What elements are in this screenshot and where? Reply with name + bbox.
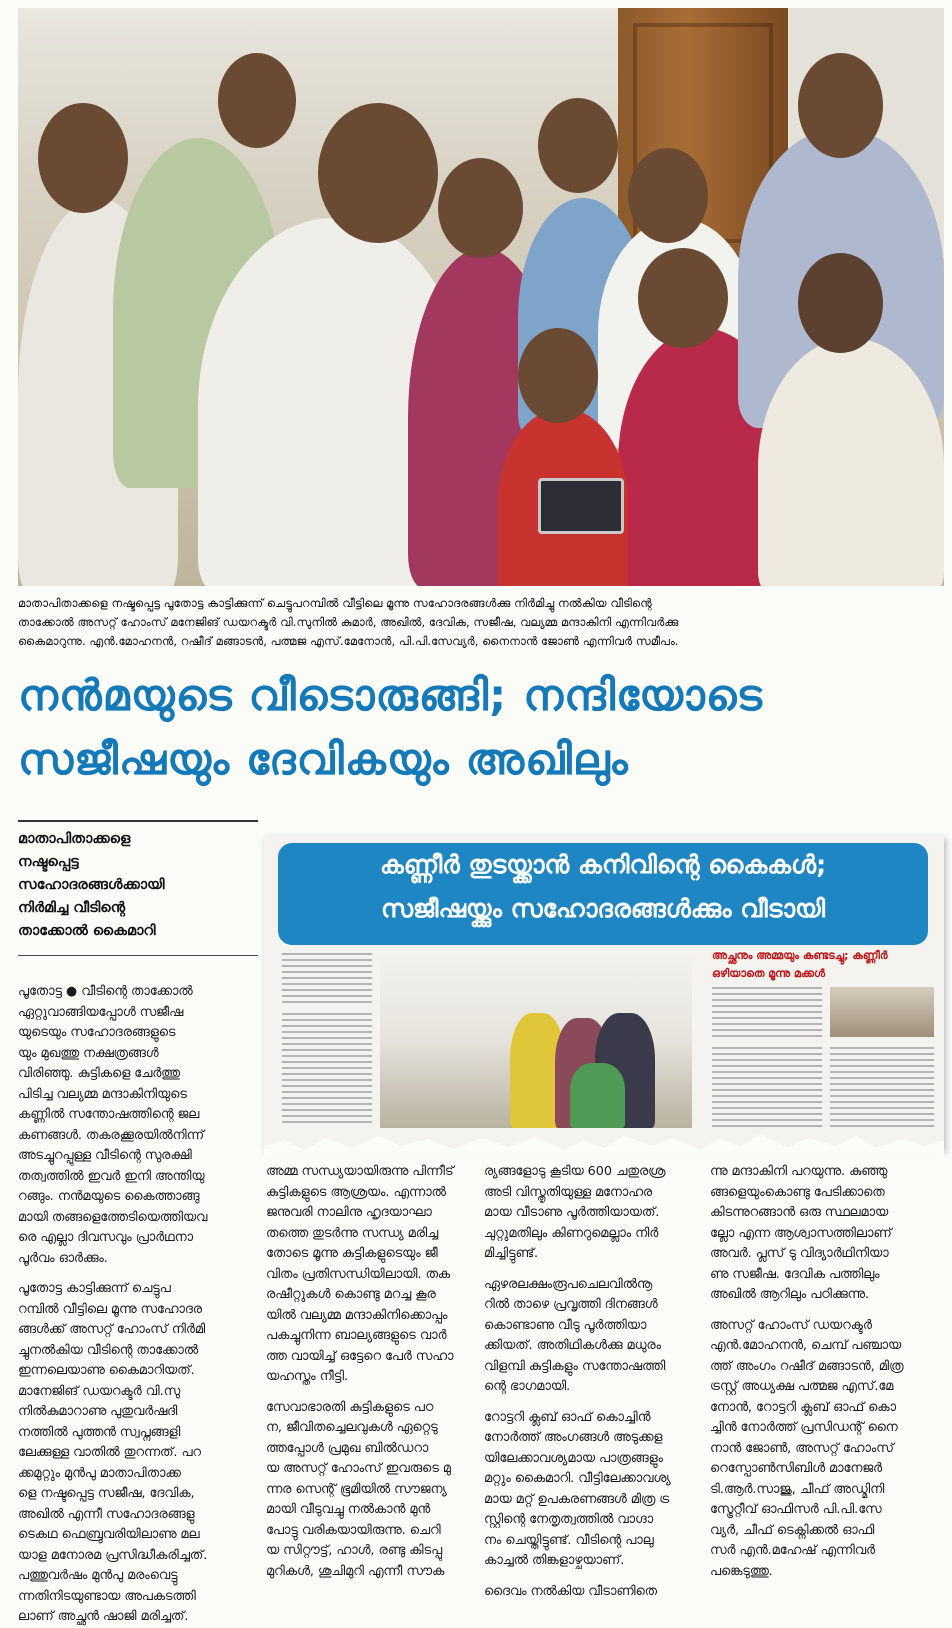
body-line: ജനുവരി നാലിനു ഹൃദയാഘാ <box>266 1205 432 1220</box>
column-2 <box>266 1162 478 1582</box>
body-line: യാള മനോരമ പ്രസിദ്ധീകരിച്ചത്. <box>18 1547 208 1563</box>
headline-line: നൻമയുടെ വീടൊരുങ്ങി; നന്ദിയോടെ <box>18 671 763 721</box>
body-line: സ്റ്റിന്റെ നേതൃത്വത്തിൽ വാഗ്ദാ <box>484 1512 654 1527</box>
body-line: ന, ജീവിതച്ചെലവുകൾ ഏറ്റെടു <box>266 1420 438 1435</box>
body-line: യും മുഖത്തു നക്ഷത്രങ്ങൾ <box>18 1045 159 1061</box>
body-line: നാൻ ജോൺ, അസറ്റ് ഹോംസ് <box>710 1440 894 1456</box>
person-4-head <box>438 158 523 258</box>
body-line: അമ്മ സന്ധ്യയായിരുന്നു പിന്നീട് <box>266 1164 454 1179</box>
person-1-head <box>38 103 128 213</box>
body-line: അടച്ചുറപ്പുള്ള വീടിന്റെ സുരക്ഷി <box>18 1148 192 1163</box>
body-line: കണ്ണിൽ സന്തോഷത്തിന്റെ ജല <box>18 1107 200 1122</box>
body-line: ഏഴരലക്ഷംരൂപചെലവിൽനൂ <box>484 1276 653 1292</box>
clipping-photo <box>380 953 692 1128</box>
body-line: അസറ്റ് ഹോംസ് ഡയറക്ടർ <box>710 1317 872 1333</box>
body-line: ഇന്നലെയാണു കൈമാറിയത്. <box>18 1363 195 1378</box>
body-line: ച്ചിൻ നോർത്ത് പ്രസിഡന്റ് നൈ <box>710 1420 898 1435</box>
body-line: തത്വത്തിൽ ഇവർ ഇനി അന്തിയു <box>18 1168 205 1184</box>
person-3-head <box>318 103 438 243</box>
body-line: ന്നതിനിടയുണ്ടായ അപകടത്തി <box>18 1588 196 1604</box>
deck-line: താക്കോൽ കൈമാറി <box>18 923 156 939</box>
deck-line: നിർമിച്ച വീടിന്റെ <box>18 900 126 916</box>
deck-bottom-rule <box>18 955 258 956</box>
column-4 <box>710 1162 944 1582</box>
body-line: റങ്ങും. നൻമയുടെ കൈത്താങ്ങു <box>18 1189 200 1204</box>
body-line: വിതം പ്രതിസന്ധിയിലായി. തക <box>266 1266 451 1282</box>
body-line: അടി വിസ്തൃതിയുള്ള മനോഹര <box>484 1184 653 1200</box>
body-line: യ അസറ്റ് ഹോംസ് ഇവരുടെ മു <box>266 1461 451 1476</box>
main-photo <box>18 8 944 586</box>
body-line: സർ എൻ.മഹേഷ് എന്നിവർ <box>710 1543 875 1558</box>
body-line: ക്കമുറ്റും മുൻപു മാതാപിതാക്ക <box>18 1465 181 1481</box>
body-line: പൂതോട്ട കാട്ടിക്കുന്ന് ചെട്ടുപ <box>18 1281 171 1296</box>
body-line: കൊണ്ടാണു വീടു പൂർത്തിയാ <box>484 1317 647 1333</box>
body-line: ണു സജീഷ. ദേവിക പത്തിലും <box>710 1266 880 1282</box>
body-line: കിടന്നുറങ്ങാൻ ഒരു സ്ഥലമായ <box>710 1205 889 1220</box>
body-line: രഷീറ്റുകൾ കൊണ്ടു മറച്ച കൂര <box>266 1287 436 1302</box>
deck-line: നഷ്ടപ്പെട്ട <box>18 854 79 870</box>
body-line: റെസ്പോൺസിബിൾ മാനേജർ <box>710 1461 882 1476</box>
body-line: ച്ചുനൽകിയ വീടിന്റെ താക്കോൽ <box>18 1342 198 1358</box>
clipping-text-block <box>712 987 822 1037</box>
body-line: പത്തുവർഷം മുൻപു മരംവെട്ടു <box>18 1568 178 1583</box>
body-line: മറ്റും കൈമാറി. വീട്ടിലേക്കാവശ്യ <box>484 1471 671 1486</box>
body-line: തത്തെ തുടർന്നു സന്ധ്യ മരിച്ച <box>266 1225 439 1241</box>
body-line: റോട്ടറി ക്ലബ് ഓഫ് കൊച്ചിൻ <box>484 1409 651 1425</box>
clipping-text-block <box>282 1013 372 1123</box>
caption-line: മാതാപിതാക്കളെ നഷ്ടപ്പെട്ട പൂതോട്ട കാട്ടിക്കുന്ന് ചെട്ടുപറമ്പിൽ വീട്ടിലെ മൂന്നു സഹോദരങ്ങൾക്കു നിർമിച്ചു നൽകിയ വീടിന്റെ <box>18 596 652 610</box>
body-line: വിളമ്പി കുട്ടികളും സന്തോഷത്തി <box>484 1358 666 1374</box>
clipping-inset-photo <box>830 987 934 1037</box>
body-line: പൂർവം ഓർക്കും. <box>18 1250 108 1266</box>
body-line: ലേക്കുള്ള വാതിൽ തുറന്നത്. പറ <box>18 1445 201 1460</box>
person-2-head <box>218 53 296 148</box>
clipping-banner-line: കണ്ണീർ തുടയ്ക്കാൻ കനിവിന്റെ കൈകൾ; <box>379 850 827 879</box>
person-7-head <box>638 248 728 348</box>
body-line: യിലേക്കാവശ്യമായ പാത്രങ്ങളും <box>484 1450 663 1466</box>
body-line: യിൽ വല്യമ്മ മന്ദാകിനിക്കൊപ്പം <box>266 1307 448 1323</box>
body-line: നത്തിൽ പുത്തൻ സ്വപ്നങ്ങളി <box>18 1424 181 1440</box>
clipping-subhead <box>712 947 938 983</box>
body-line: യ സിറ്റൗട്ട്, ഹാൾ, രണ്ടു കിടപ്പു <box>266 1543 443 1558</box>
person-8-head <box>518 328 598 423</box>
person-5-head <box>538 98 618 193</box>
body-line: സേവാഭാരതി കുട്ടികളുടെ പഠ <box>266 1399 434 1415</box>
body-line: യഹസ്തം നീട്ടി. <box>266 1369 349 1384</box>
body-line: അഖിൽ എന്നീ സഹോദരങ്ങളു <box>18 1506 195 1522</box>
photo-caption <box>18 594 942 651</box>
deck-line: സഹോദരങ്ങൾക്കായി <box>18 877 165 893</box>
key-box <box>538 478 624 534</box>
body-line: ങ്ങൾക്ക് അസറ്റ് ഹോംസ് നിർമി <box>18 1322 206 1337</box>
deck <box>18 828 258 943</box>
body-line: ത്ത് അംഗം റഷീദ് മങ്ങാടൻ, മിത്ര <box>710 1358 904 1374</box>
body-line: നോർത്ത് അംഗങ്ങൾ അടുക്കള <box>484 1430 663 1445</box>
clipping-text-block <box>712 1047 822 1127</box>
clipping-text-block <box>282 953 372 1003</box>
body-line: ട്രസ്റ്റ് അധ്യക്ഷ പത്മജ എസ്.മേ <box>710 1379 894 1394</box>
body-line: സ്ട്രേറ്റീവ് ഓഫിസർ പി.പി.സേ <box>710 1502 882 1517</box>
caption-line: കൈമാറുന്നു. എൻ.മോഹനൻ, റഷീദ് മങ്ങാടൻ, പത്മജ എസ്.മേനോൻ, പി.പി.സേവ്യർ, നൈനാൻ ജോൺ എന്നിവർ സമീപം. <box>18 634 679 648</box>
body-line: വിരിഞ്ഞു. കുട്ടികളെ ചേർത്തു <box>18 1066 180 1081</box>
body-line: കുട്ടികളുടെ ആശ്രയം. എന്നാൽ <box>266 1184 446 1200</box>
body-line: പോട്ടു വരികയായിരുന്നു. ചെറി <box>266 1522 441 1538</box>
body-line: മായി വീടുവച്ചു നൽകാൻ മുൻ <box>266 1502 431 1517</box>
body-line: ത്ത വായിച്ച് ഒട്ടേറെ പേർ സഹാ <box>266 1348 454 1364</box>
deck-line: മാതാപിതാക്കളെ <box>18 831 131 847</box>
body-line: മായി തങ്ങളെത്തേടിയെത്തിയവ <box>18 1209 208 1225</box>
body-line: ങ്ങളെയുംകൊണ്ടു പേടിക്കാതെ <box>710 1184 885 1200</box>
clipping-banner <box>278 843 928 945</box>
body-line: കണങ്ങൾ. തകരക്കൂരയിൽനിന്ന് <box>18 1127 204 1143</box>
headline <box>18 664 942 792</box>
body-line: പങ്കെടുത്തു. <box>710 1563 773 1579</box>
person-10 <box>758 338 944 586</box>
body-line: യുടെയും സഹോദരങ്ങളുടെ <box>18 1025 176 1040</box>
clip-person <box>570 1063 625 1128</box>
body-line: ല്ലോ എന്ന ആശ്വാസത്തിലാണ് <box>710 1225 892 1241</box>
body-line: മാനേജിങ് ഡയറക്ടർ വി.സു <box>18 1383 181 1399</box>
body-line: ന്നര സെന്റ് ഭൂമിയിൽ സൗജന്യ <box>266 1481 447 1497</box>
caption-line: താക്കോൽ അസറ്റ് ഹോംസ് മനേജിങ് ഡയറക്ടർ വി.സുനിൽ കുമാർ, അഖിൽ, ദേവിക, സജീഷ, വല്യമ്മ മന്ദാകിനി എന്നിവർക്കു <box>18 615 679 629</box>
body-line: നിൽകുമാറാണു പുതുവർഷദി <box>18 1404 178 1419</box>
body-line: മായ മറ്റ് ഉപകരണങ്ങൾ മിത്ര ട്ര <box>484 1491 670 1507</box>
column-3 <box>484 1162 696 1602</box>
body-line: നോൻ, റോട്ടറി ക്ലബ് ഓഫ് കൊ <box>710 1399 896 1415</box>
body-line: പിടിച്ച വല്യമ്മ മന്ദാകിനിയുടെ <box>18 1086 187 1102</box>
body-line: അവർ. പ്ലസ് ടു വിദ്യാർഥിനിയാ <box>710 1246 889 1261</box>
body-line: മിച്ചിട്ടുണ്ട്. <box>484 1246 539 1261</box>
body-line: ടെകഥ ഫെബ്രുവരിയിലാണു മല <box>18 1527 200 1542</box>
body-line: ളെ നഷ്ടപ്പെട്ട സജീഷ, ദേവിക, <box>18 1486 195 1501</box>
body-line: ര്യങ്ങളോടു കൂടിയ 600 ചതുരശ്ര <box>484 1164 666 1179</box>
body-line: തോടെ മൂന്നു കുട്ടികളുടെയും ജീ <box>266 1246 438 1261</box>
body-line: മുറികൾ, ശുചിമുറി എന്നീ സൗക <box>266 1563 445 1579</box>
clipping-text-block <box>830 1047 934 1127</box>
body-line: പൂതോട്ട ● വീടിന്റെ താക്കോൽ <box>18 984 193 999</box>
body-line: മായ വീടാണു പൂർത്തിയായത്. <box>484 1205 660 1220</box>
body-line: കാച്ചൽ തിങ്കളാഴ്ചയാണ്. <box>484 1553 625 1568</box>
news-clipping <box>264 835 944 1150</box>
body-line: ചുറ്റുമതിലും കിണറുമെല്ലാം നിർ <box>484 1225 659 1241</box>
body-line: അഖിൽ ആറിലും പഠിക്കുന്നു. <box>710 1287 870 1302</box>
person-10-head <box>798 253 883 353</box>
body-line: രെ എല്ലാ ദിവസവും പ്രാർഥനാ <box>18 1230 193 1245</box>
person-6-head <box>628 148 708 243</box>
body-line: പകച്ചുനിന്ന ബാല്യങ്ങളുടെ വാർ <box>266 1328 447 1343</box>
deck-top-rule <box>18 820 258 822</box>
body-line: ത്തപ്പോൾ പ്രമുഖ ബിൽഡറാ <box>266 1440 429 1456</box>
clipping-subhead-line: ഒഴിയാതെ മൂന്നു മക്കൾ <box>712 967 826 980</box>
body-line: എൻ.മോഹനൻ, ചെമ്പ് പഞ്ചായ <box>710 1338 902 1353</box>
body-line: ഏറ്റുവാങ്ങിയപ്പോൾ സജീഷ <box>18 1004 184 1020</box>
body-line: വ്യർ, ചീഫ് ടെക്നിക്കൽ ഓഫി <box>710 1522 875 1538</box>
clipping-banner-line: സജീഷയ്ക്കും സഹോദരങ്ങൾക്കും വീടായി <box>380 894 826 923</box>
body-line: ടി.ആർ.സാജു, ചീഫ് അഡ്മിനി <box>710 1481 885 1497</box>
body-line: ന്നു മന്ദാകിനി പറയുന്നു. കുഞ്ഞു <box>710 1164 887 1179</box>
body-line: ന്റെ ഭാഗമായി. <box>484 1379 571 1394</box>
clipping-subhead-line: അച്ഛനും അമ്മയും കണ്ടടച്ചു; കണ്ണീർ <box>712 949 888 962</box>
body-line: ക്കിയത്. അതിഥികൾക്കു മധുരം <box>484 1338 661 1353</box>
body-line: റമ്പിൽ വീട്ടിലെ മൂന്നു സഹോദര <box>18 1301 202 1317</box>
body-line: നം ചെയ്തിട്ടുണ്ട്. വീടിന്റെ പാലു <box>484 1532 654 1548</box>
body-line: റിൽ താഴെ പ്രവൃത്തി ദിനങ്ങൾ <box>484 1297 658 1312</box>
headline-line: സജീഷയും ദേവികയും അഖിലും <box>18 735 629 785</box>
body-line: ദൈവം നൽകിയ വീടാണിതെ <box>484 1583 657 1599</box>
person-9-head <box>798 53 883 158</box>
column-1 <box>18 982 258 1628</box>
body-line: ലാണ് അച്ഛൻ ഷാജി മരിച്ചത്. <box>18 1609 189 1624</box>
